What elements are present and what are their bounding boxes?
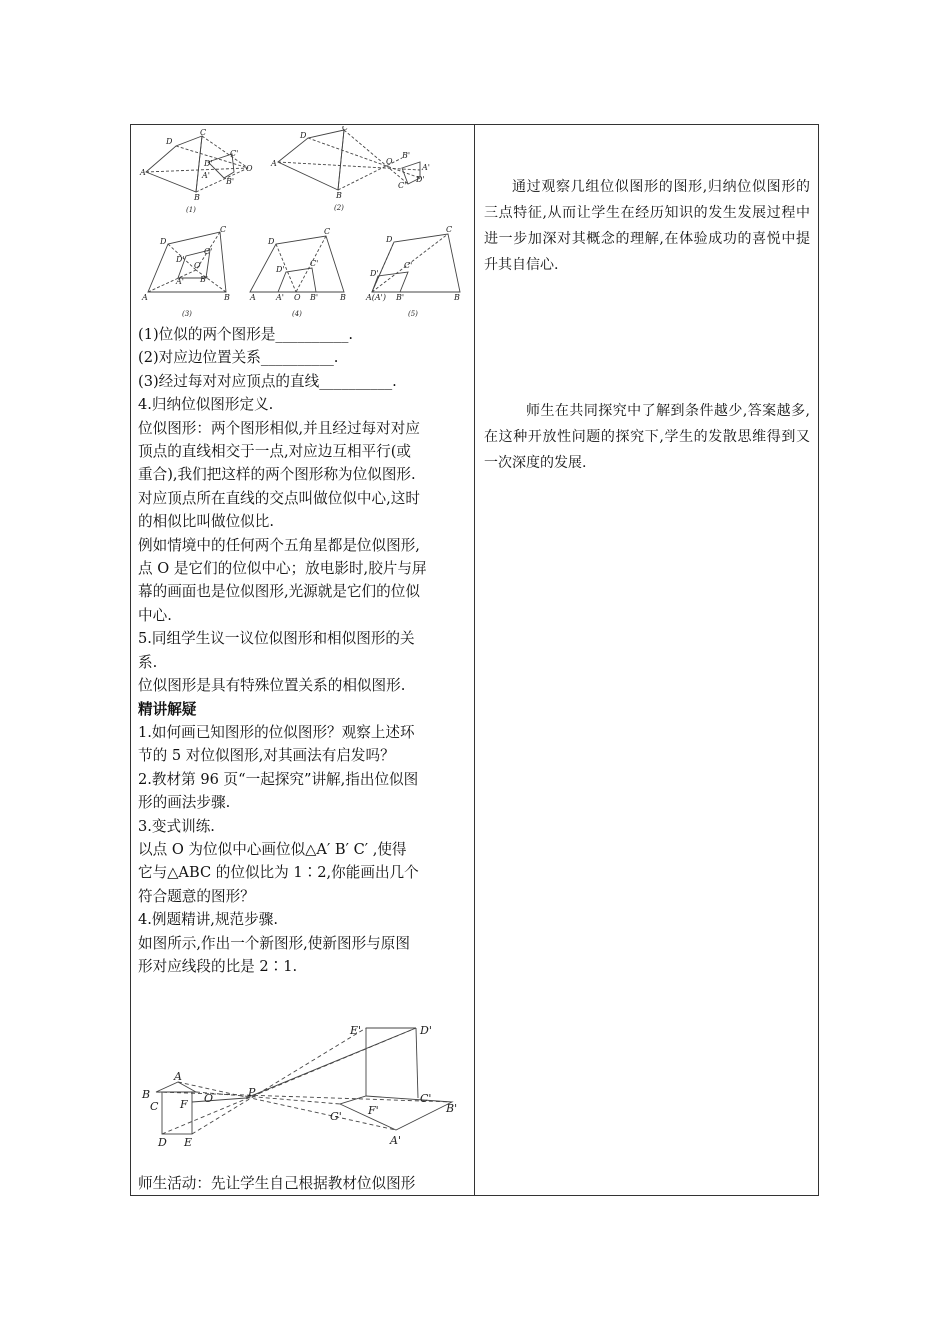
label: C (324, 227, 331, 236)
example-line: 幕的画面也是位似图形,光源就是它们的位似 (138, 583, 420, 601)
caption: (2) (334, 204, 344, 212)
caption: (4) (292, 310, 302, 318)
label: B (340, 293, 346, 302)
design-intent-2: 师生在共同探究中了解到条件越少,答案越多,在这种开放性问题的探究下,学生的发散思维得到又一次深度的发展. (484, 403, 810, 471)
label: A (250, 293, 256, 302)
label: A (174, 1070, 182, 1083)
blank-1: (1)位似的两个图形是__________. (138, 326, 354, 343)
label: A' (276, 293, 284, 302)
question-line: 3.变式训练. (138, 817, 215, 835)
question-line: 2.教材第 96 页“一起探究”讲解,指出位似图 (138, 770, 419, 788)
step-4: 4.归纳位似图形定义. (138, 396, 274, 414)
label: A' (202, 171, 210, 180)
question-line: 形的画法步骤. (138, 794, 231, 812)
blank-2: (2)对应边位置关系__________. (138, 349, 339, 367)
label: C (200, 128, 207, 137)
label: D (300, 131, 307, 140)
label: O (386, 157, 393, 166)
label: O (246, 164, 253, 173)
label: B' (402, 151, 411, 160)
label: D' (176, 255, 185, 264)
example-step: 形对应线段的比是 2∶1. (138, 957, 298, 975)
label: C (150, 1100, 159, 1113)
label: C' (404, 261, 413, 270)
exercise-line: 它与△ABC 的位似比为 1∶2,你能画出几个 (138, 864, 419, 882)
label: B (454, 293, 460, 302)
label: A' (422, 163, 430, 172)
column-divider (474, 124, 475, 1196)
label: C (446, 225, 453, 234)
caption: (5) (408, 310, 418, 318)
example-line: 点 O 是它们的位似中心；放电影时,胶片与屏 (138, 560, 427, 578)
label: D (158, 1136, 167, 1149)
label: A (142, 293, 148, 302)
question-line: 1.如何画已知图形的位似图形？观察上述环 (138, 723, 415, 741)
similar-figures-diagram (138, 126, 468, 322)
label: G' (330, 1110, 342, 1123)
step-5: 5.同组学生议一议位似图形和相似图形的关 (138, 630, 415, 648)
left-column (138, 323, 468, 978)
exercise-line: 符合题意的图形？ (138, 887, 255, 905)
example-step: 如图所示,作出一个新图形,使新图形与原图 (138, 934, 410, 952)
label: D (166, 137, 173, 146)
label: A (140, 168, 146, 177)
label: A' (390, 1134, 401, 1147)
label: E' (350, 1024, 362, 1037)
definition-line: 位似图形：两个图形相似,并且经过每对对应 (138, 419, 420, 437)
label: C (342, 126, 349, 132)
label: O (204, 1092, 214, 1105)
example-line: 例如情境中的任何两个五角星都是位似图形, (138, 536, 420, 554)
label: O (194, 261, 201, 270)
label: C (220, 225, 227, 234)
label: D (268, 237, 275, 246)
label: B' (226, 177, 235, 186)
label: B (224, 293, 230, 302)
right-column-2 (484, 398, 810, 476)
label: D' (204, 159, 213, 168)
question-line: 节的 5 对位似图形,对其画法有启发吗？ (138, 747, 395, 765)
label: A' (176, 277, 184, 286)
label: C' (310, 259, 319, 268)
label: B' (310, 293, 319, 302)
label: C' (204, 247, 213, 256)
relation-line: 位似图形是具有特殊位置关系的相似图形. (138, 677, 406, 695)
right-column (484, 174, 810, 278)
label: B' (200, 275, 209, 284)
label: D (160, 237, 167, 246)
label: F (180, 1098, 188, 1111)
exercise-line: 以点 O 为位似中心画位似△A′ B′ C′ ,使得 (138, 840, 407, 858)
label: B (336, 191, 342, 200)
label: B' (396, 293, 405, 302)
label: B' (446, 1102, 458, 1115)
left-column-bottom (138, 1172, 468, 1195)
caption: (3) (182, 310, 192, 318)
label: O (294, 293, 301, 302)
label: D' (276, 265, 285, 274)
label: D' (416, 175, 425, 184)
label: E (184, 1136, 193, 1149)
label: P (248, 1086, 256, 1099)
section-heading: 精讲解疑 (138, 700, 197, 718)
label: D (386, 235, 393, 244)
label: C' (398, 181, 407, 190)
label: A (271, 159, 277, 168)
label: C' (420, 1092, 432, 1105)
label: B (142, 1088, 151, 1101)
design-intent-1: 通过观察几组位似图形的图形,归纳位似图形的三点特征,从而让学生在经历知识的发生发展过程中进一步加深对其概念的理解,在体验成功的喜悦中提升其自信心. (484, 179, 810, 273)
example-step: 4.例题精讲,规范步骤. (138, 911, 278, 929)
activity-line: 师生活动：先让学生自己根据教材位似图形 (138, 1175, 416, 1192)
label: D' (370, 269, 379, 278)
label: C' (230, 149, 239, 158)
step-5: 系. (138, 653, 158, 671)
label: B (194, 193, 200, 202)
label: F' (368, 1104, 379, 1117)
label: A(A') (366, 293, 386, 302)
definition-line: 对应顶点所在直线的交点叫做位似中心,这时 (138, 489, 420, 507)
caption: (1) (186, 206, 196, 214)
label: D' (420, 1024, 432, 1037)
example-line: 中心. (138, 606, 172, 624)
blank-3: (3)经过每对对应顶点的直线__________. (138, 372, 397, 390)
homothety-example-diagram (138, 1022, 468, 1154)
definition-line: 重合),我们把这样的两个图形称为位似图形. (138, 466, 416, 484)
definition-line: 的相似比叫做位似比. (138, 513, 274, 531)
definition-line: 顶点的直线相交于一点,对应边互相平行(或 (138, 443, 412, 461)
